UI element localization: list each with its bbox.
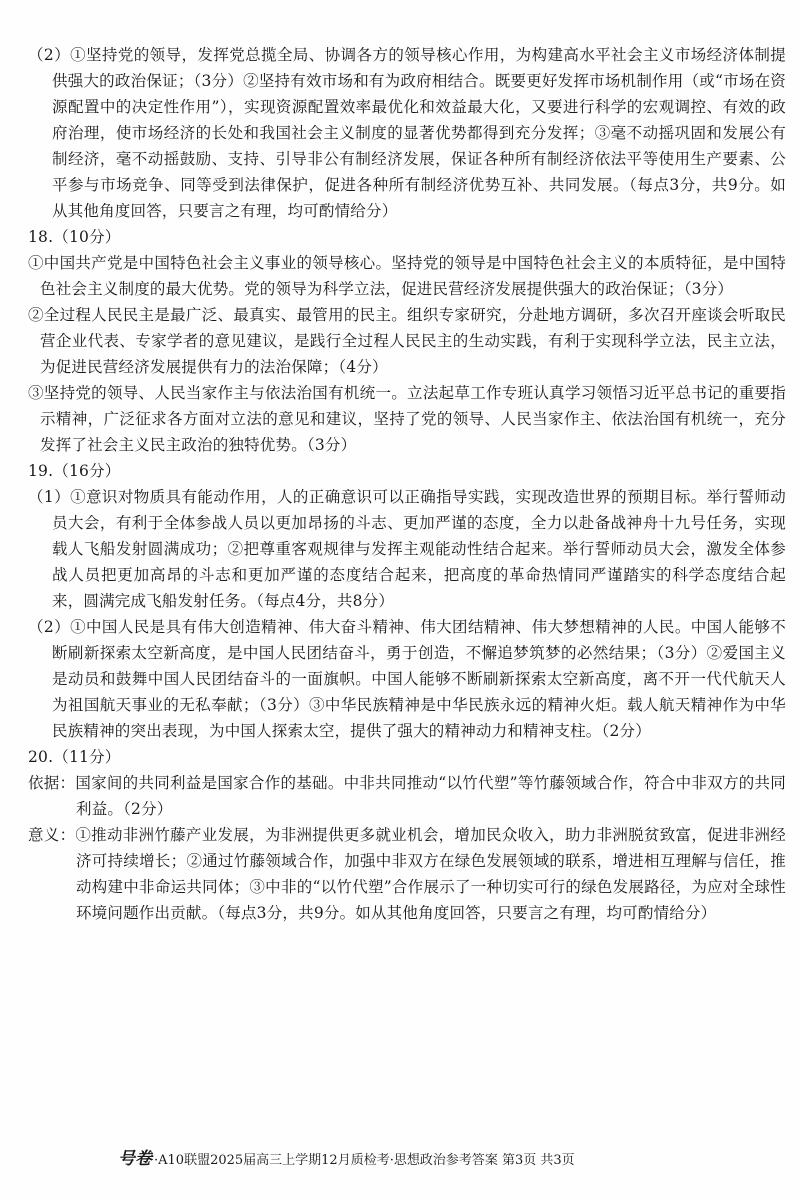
q20-heading: 20.（11分） (28, 748, 121, 766)
page-footer (118, 1150, 718, 1170)
q18-point-1: ①中国共产党是中国特色社会主义事业的领导核心。坚持党的领导是中国特色社会主义的本质特征，是中国特色社会主义制度的最大优势。党的领导为科学立法，促进民营经济发展提供强大的政治保证；（3分） (28, 254, 786, 298)
q19-part1-answer: （1）①意识对物质具有能动作用，人的正确意识可以正确指导实践，实现改造世界的预期目标。举行誓师动员大会，有利于全体参战人员以更加昂扬的斗志、更加严谨的态度，全力以赴备战神舟十九号任务，实现载人飞船发射圆满成功；②把尊重客观规律与发挥主观能动性结合起来。举行誓师动员大会，激发全体参战人员把更加高昂的斗志和更加严谨的态度结合起来，把高度的革命热情同严谨踏实的科学态度结合起来，圆满完成飞船发射任务。（每点4分，共8分） (28, 488, 786, 610)
footer-text: ·A10联盟2025届高三上学期12月质检考·思想政治参考答案 第3页 共3页 (154, 1153, 575, 1168)
q20-basis: 依据：国家间的共同利益是国家合作的基础。中非共同推动“以竹代塑”等竹藤领域合作，符合中非双方的共同利益。（2分） (28, 774, 786, 818)
q20-significance: 意义：①推动非洲竹藤产业发展，为非洲提供更多就业机会，增加民众收入，助力非洲脱贫致富，促进非洲经济可持续增长；②通过竹藤领域合作，加强中非双方在绿色发展领域的联系，增进相互理解与信任，推动构建中非命运共同体；③中非的“以竹代塑”合作展示了一种切实可行的绿色发展路径，为应对全球性环境问题作出贡献。（每点3分，共9分。如从其他角度回答，只要言之有理，均可酌情给分） (28, 826, 786, 922)
q17-part2-answer: （2）①坚持党的领导，发挥党总揽全局、协调各方的领导核心作用，为构建高水平社会主义市场经济体制提供强大的政治保证；（3分）②坚持有效市场和有为政府相结合。既要更好发挥市场机制作用（或“市场在资源配置中的决定性作用”），实现资源配置效率最优化和效益最大化，又要进行科学的宏观调控、有效的政府治理，使市场经济的长处和我国社会主义制度的显著优势都得到充分发挥；③毫不动摇巩固和发展公有制经济，毫不动摇鼓励、支持、引导非公有制经济发展，保证各种所有制经济依法平等使用生产要素、公平参与市场竞争、同等受到法律保护，促进各种所有制经济优势互补、共同发展。（每点3分，共9分。如从其他角度回答，只要言之有理，均可酌情给分） (28, 46, 786, 220)
answer-content (28, 42, 786, 926)
q18-heading: 18.（10分） (28, 228, 121, 246)
q19-heading: 19.（16分） (28, 462, 121, 480)
publisher-logo: 号卷 (118, 1149, 152, 1169)
q19-part2-answer: （2）①中国人民是具有伟大创造精神、伟大奋斗精神、伟大团结精神、伟大梦想精神的人民。中国人能够不断刷新探索太空新高度，是中国人民团结奋斗，勇于创造，不懈追梦筑梦的必然结果；（3分）②爱国主义是动员和鼓舞中国人民团结奋斗的一面旗帜。中国人能够不断刷新探索太空新高度，离不开一代代航天人为祖国航天事业的无私奉献；（3分）③中华民族精神是中华民族永远的精神火炬。载人航天精神作为中华民族精神的突出表现，为中国人探索太空，提供了强大的精神动力和精神支柱。（2分） (28, 618, 786, 740)
q18-point-2: ②全过程人民民主是最广泛、最真实、最管用的民主。组织专家研究，分赴地方调研，多次召开座谈会听取民营企业代表、专家学者的意见建议，是践行全过程人民民主的生动实践，有利于实现科学立法，民主立法，为促进民营经济发展提供有力的法治保障；（4分） (28, 306, 786, 376)
q18-point-3: ③坚持党的领导、人民当家作主与依法治国有机统一。立法起草工作专班认真学习领悟习近平总书记的重要指示精神，广泛征求各方面对立法的意见和建议，坚持了党的领导、人民当家作主、依法治国有机统一，充分发挥了社会主义民主政治的独特优势。（3分） (28, 384, 786, 454)
